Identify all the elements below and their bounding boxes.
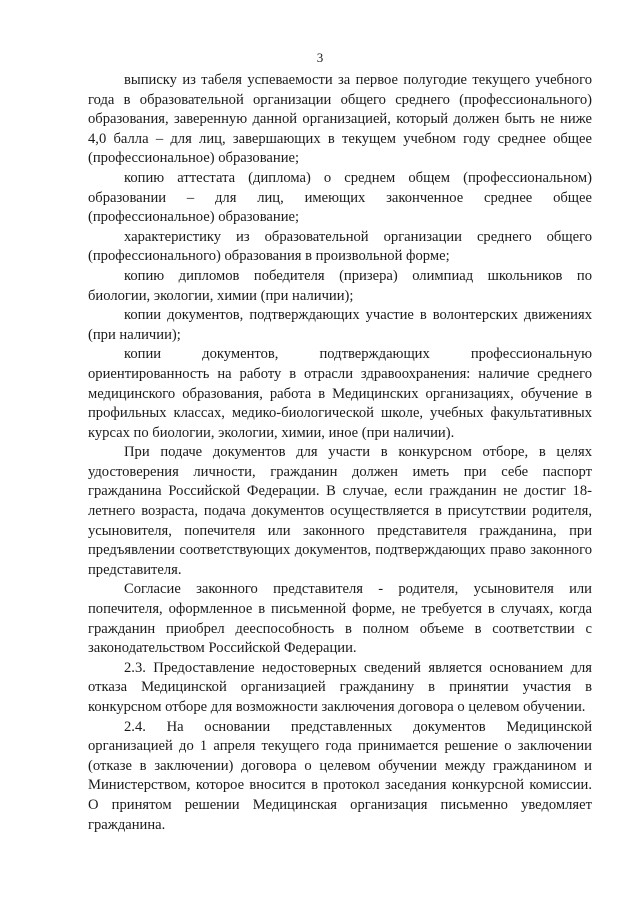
paragraph-healthcare-orientation: копии документов, подтверждающих профессиональную ориентированность на работу в отрасли здравоохранения: наличие среднего медицинского образования, работа в Медицинских организациях, обучение в профильных классах, медико-биологической школе, учебных факультативных курсах по биологии, экологии, химии, иное (при наличии).	[88, 346, 592, 441]
document-body	[88, 71, 592, 835]
page-number: 3	[316, 50, 324, 65]
paragraph-volunteer-documents: копии документов, подтверждающих участие в волонтерских движениях (при наличии);	[88, 307, 592, 343]
paragraph-school-reference: характеристику из образовательной организации среднего общего (профессионального) образования в произвольной форме;	[88, 228, 592, 265]
paragraph-representative-consent: Согласие законного представителя - родителя, усыновителя или попечителя, оформленное в письменной форме, не требуется в случаях, когда гражданин приобрел дееспособность в полном объеме в соответствии с законодательством Российской Федерации.	[88, 581, 592, 657]
paragraph-olympiad-diplomas: копию дипломов победителя (призера) олимпиад школьников по биологии, экологии, химии (при наличии);	[88, 267, 592, 304]
paragraph-section-2-3: 2.3. Предоставление недостоверных сведений является основанием для отказа Медицинской организацией гражданину в принятии участия в конкурсном отборе для возможности заключения договора о целевом обучении.	[88, 659, 592, 715]
paragraph-identity-requirements: При подаче документов для участи в конкурсном отборе, в целях удостоверения личности, гражданин должен иметь при себе паспорт гражданина Российской Федерации. В случае, если гражданин не достиг 18-летнего возраста, подача документов осуществляется в присутствии родителя, усыновителя, попечителя или законного представителя гражданина, при предъявлении соответствующих документов, подтверждающих право законного представителя.	[88, 444, 592, 578]
paragraph-section-2-4: 2.4. На основании представленных документов Медицинской организацией до 1 апреля текущего года принимается решение о заключении (отказе в заключении) договора о целевом обучении между гражданином и Министерством, которое вносится в протокол заседания конкурсной комиссии. О принятом решении Медицинская организация письменно уведомляет гражданина.	[88, 718, 592, 833]
paragraph-certificate-copy: копию аттестата (диплома) о среднем общем (профессиональном) образовании – для лиц, имеющих законченное среднее общее (профессиональное) образование;	[88, 169, 592, 226]
paragraph-transcript-excerpt: выписку из табеля успеваемости за первое полугодие текущего учебного года в образовательной организации общего среднего (профессионального) образования, заверенную данной организацией, который должен быть не ниже 4,0 балла – для лиц, завершающих в текущем учебном году среднее общее (профессиональное) образование;	[88, 72, 592, 167]
